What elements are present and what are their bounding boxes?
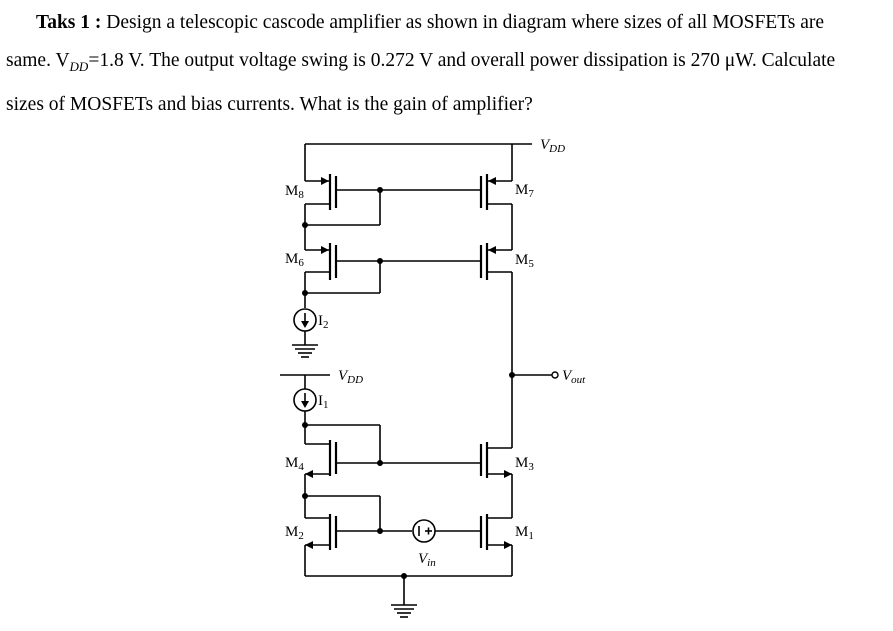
- current-source-i2: [292, 293, 318, 357]
- m3-label: $M_3$: [515, 455, 534, 473]
- problem-text-1: Design a telescopic cascode amplifier as shown in diagram where sizes of all MOSFETs are: [106, 12, 825, 33]
- vin-label: $V_{in}$: [418, 551, 436, 569]
- task-title: Taks 1 :: [36, 12, 102, 33]
- transistor-m6: [302, 225, 380, 296]
- m6-label: $M_6$: [285, 251, 304, 269]
- transistor-m3: [481, 375, 512, 518]
- output-terminal: [552, 372, 558, 378]
- m4-label: $M_4$: [285, 455, 304, 473]
- vdd-mid-label: $V_{DD}$: [338, 368, 364, 386]
- vout-label: $V_{out}$: [562, 368, 586, 386]
- problem-text-2b: =1.8 V. The output voltage swing is 0.272 V and overall power dissipation is 270 μW. Calculate: [88, 50, 836, 71]
- i2-label: $I_2$: [318, 313, 329, 331]
- transistor-m4: [302, 425, 380, 499]
- problem-text-2a: same. V: [6, 50, 70, 71]
- transistor-m5: [481, 243, 512, 375]
- problem-text-3: sizes of MOSFETs and bias currents. What is the gain of amplifier?: [6, 93, 533, 115]
- m5-label: $M_5$: [515, 252, 534, 270]
- m7-label: $M_7$: [515, 182, 534, 200]
- m1-label: $M_1$: [515, 524, 534, 542]
- m8-label: $M_8$: [285, 183, 304, 201]
- transistor-m7: [481, 144, 512, 250]
- m2-label: $M_2$: [285, 524, 304, 542]
- i1-label: $I_1$: [318, 393, 329, 411]
- transistor-m8: [302, 144, 380, 228]
- vdd-top-label: $V_{DD}$: [540, 137, 566, 155]
- current-source-i1: [294, 375, 316, 428]
- ground: [305, 573, 512, 617]
- transistor-m1: [481, 514, 512, 576]
- problem-text-2-sub: DD: [69, 58, 89, 74]
- transistor-m2: [305, 496, 380, 576]
- input-source-vin: [377, 520, 481, 542]
